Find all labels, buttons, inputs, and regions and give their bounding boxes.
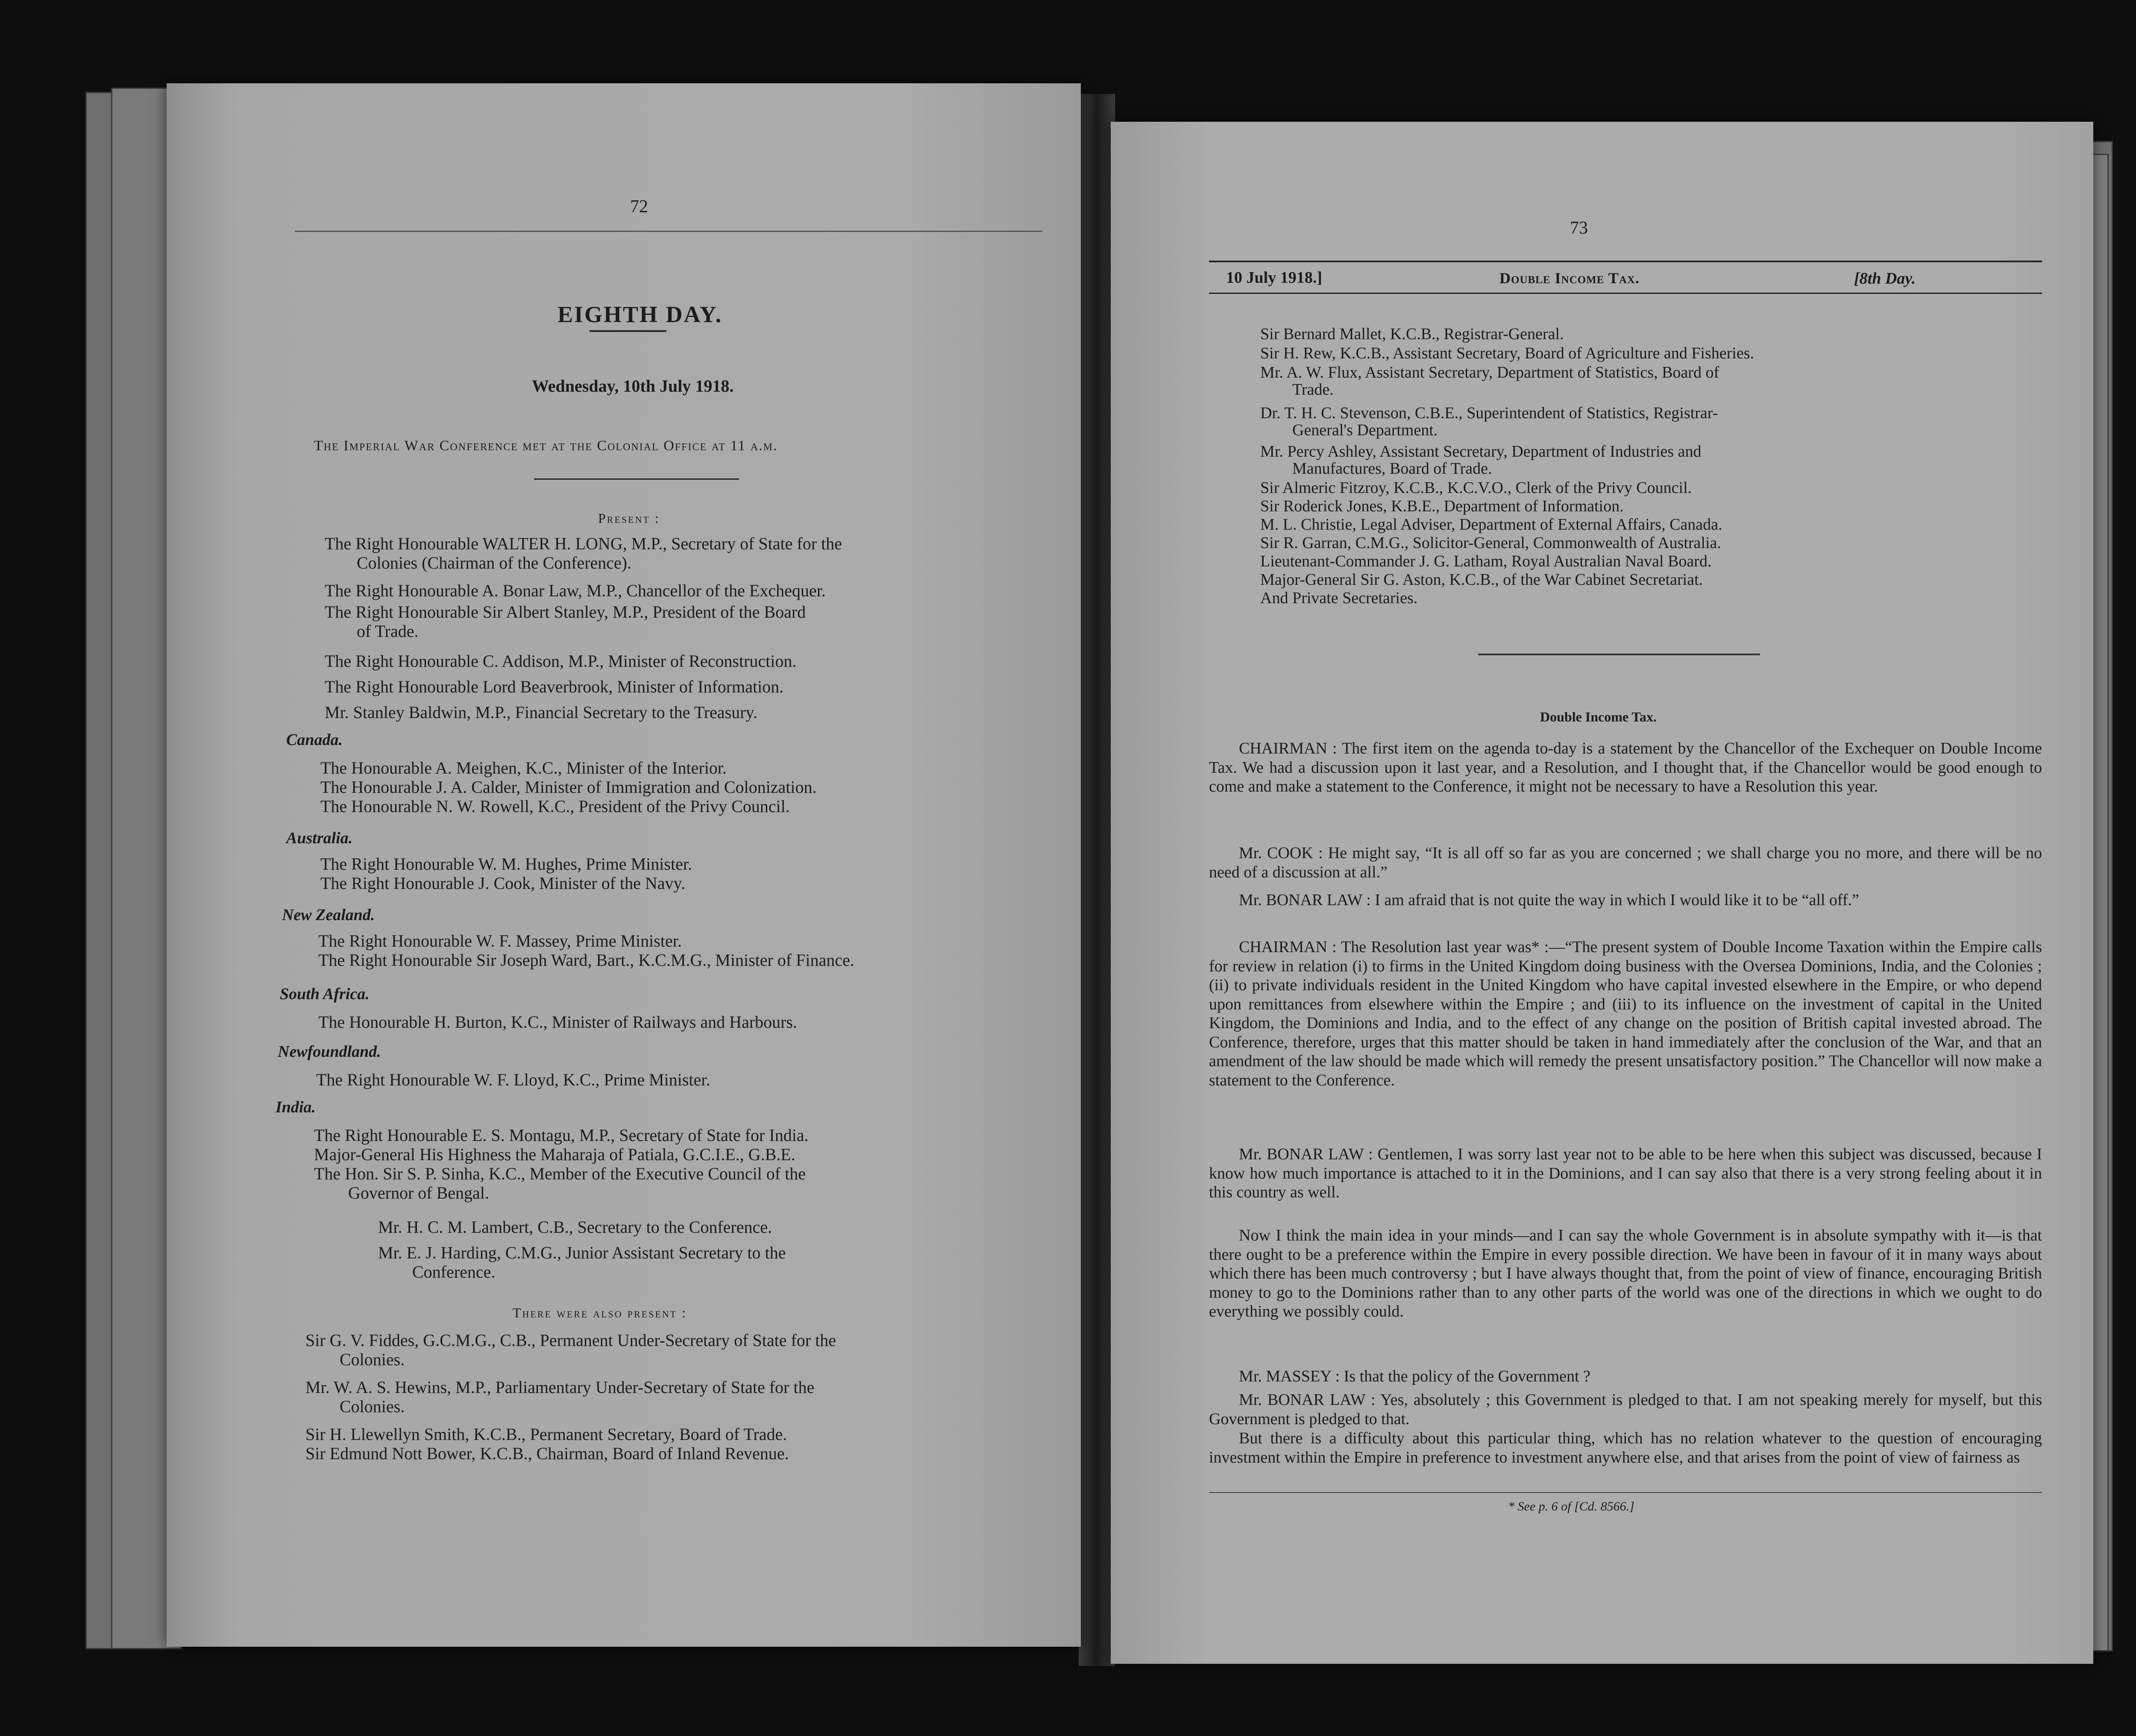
india-entry: The Right Honourable E. S. Montagu, M.P., Secretary of State for India. [314,1126,809,1145]
attendee-entry: Lieutenant-Commander J. G. Latham, Royal Australian Naval Board. [1260,552,1712,570]
also-present-entry: Sir Edmund Nott Bower, K.C.B., Chairman, Board of Inland Revenue. [305,1444,789,1463]
attendee-entry: Mr. Percy Ashley, Assistant Secretary, Department of Industries and [1260,443,1702,460]
also-present-entry: Mr. W. A. S. Hewins, M.P., Parliamentary Under-Secretary of State for the [305,1378,815,1397]
canada-entry: The Honourable N. W. Rowell, K.C., President of the Privy Council. [320,797,790,816]
book-gutter [1079,94,1115,1666]
running-header-center: Double Income Tax. [1499,270,1640,287]
paragraph: Mr. MASSEY : Is that the policy of the Government ? [1239,1367,1590,1385]
paragraph: Mr. BONAR LAW : Yes, absolutely ; this Government is pledged to that. I am not speaking merely for myself, but this Government is pledged to that. [1209,1391,2042,1428]
section-rule [1478,654,1760,655]
title-underline [590,330,666,332]
present-entry: Mr. Stanley Baldwin, M.P., Financial Secretary to the Treasury. [325,703,757,722]
running-header-right: [8th Day. [1854,270,1916,287]
paragraph: Mr. BONAR LAW : Gentlemen, I was sorry last year not to be able to be here when this subject was discussed, because I know how much importance is attached to it in the Dominions, and I can say also that there is a very strong feeling about it in this country as well. [1209,1145,2042,1201]
nf-entry: The Right Honourable W. F. Lloyd, K.C., Prime Minister. [316,1070,710,1089]
country-label-australia: Australia. [286,829,353,847]
paragraph: Now I think the main idea in your minds—and I can say the whole Government is in absolute sympathy with it—is that there ought to be a preference within the Empire in every possible direction. We have been in favour of it in many ways about which there has been much controversy ; but I have always thought that, from the point of view of finance, encouraging British money to go to the Dominions rather than to any other parts of the world was one of the directions in which we ought to do everything we possibly could. [1209,1226,2042,1320]
header-top-rule [1209,261,2042,262]
also-present-entry: Sir H. Llewellyn Smith, K.C.B., Permanent Secretary, Board of Trade. [305,1425,787,1444]
attendee-entry: Sir R. Garran, C.M.G., Solicitor-General, Commonwealth of Australia. [1260,534,1721,552]
page-number: 73 [1570,218,1588,238]
present-entry: The Right Honourable WALTER H. LONG, M.P., Secretary of State for the [325,534,842,553]
present-entry: The Right Honourable Lord Beaverbrook, Minister of Information. [325,677,784,696]
country-label-south-africa: South Africa. [280,985,370,1003]
india-entry: Governor of Bengal. [348,1183,489,1202]
india-entry: The Hon. Sir S. P. Sinha, K.C., Member of the Executive Council of the [314,1164,806,1183]
sa-entry: The Honourable H. Burton, K.C., Minister of Railways and Harbours. [318,1012,797,1032]
paragraph: Mr. BONAR LAW : I am afraid that is not quite the way in which I would like it to be “all off.” [1239,891,1859,909]
attendee-entry: Sir Bernard Mallet, K.C.B., Registrar-General. [1260,325,1564,343]
australia-entry: The Right Honourable J. Cook, Minister of the Navy. [320,874,685,893]
country-label-newfoundland: Newfoundland. [278,1043,381,1061]
running-header-left: 10 July 1918.] [1226,269,1322,287]
attendee-entry: General's Department. [1292,421,1438,439]
secretary-entry: Conference. [412,1262,496,1281]
attendee-entry: Sir Almeric Fitzroy, K.C.B., K.C.V.O., Clerk of the Privy Council. [1260,479,1692,497]
section-heading: Double Income Tax. [1540,709,1657,724]
nz-entry: The Right Honourable W. F. Massey, Prime Minister. [318,931,682,950]
header-rule [295,231,1042,232]
attendee-entry: Dr. T. H. C. Stevenson, C.B.E., Superintendent of Statistics, Registrar- [1260,404,1718,422]
page-number: 72 [630,197,648,217]
attendee-entry: Manufactures, Board of Trade. [1292,460,1492,478]
country-label-india: India. [276,1098,316,1116]
also-present-entry: Sir G. V. Fiddes, G.C.M.G., C.B., Permanent Under-Secretary of State for the [305,1331,836,1350]
present-entry: The Right Honourable A. Bonar Law, M.P., Chancellor of the Exchequer. [325,581,826,600]
attendee-entry: Mr. A. W. Flux, Assistant Secretary, Department of Statistics, Board of [1260,364,1719,381]
canada-entry: The Honourable A. Meighen, K.C., Minister of the Interior. [320,758,727,777]
footnote-rule [1209,1492,2042,1493]
australia-entry: The Right Honourable W. M. Hughes, Prime Minister. [320,854,692,874]
present-heading: Present : [598,510,660,526]
paragraph: CHAIRMAN : The first item on the agenda to-day is a statement by the Chancellor of the Exchequer on Double Income Tax. We had a discussion upon it last year, and a Resolution, and I thought that, if the Chancellor would be good enough to come and make a statement to the Conference, it might not be necessary to have a Resolution this year. [1209,739,2042,795]
conference-line: The Imperial War Conference met at the Colonial Office at 11 a.m. [314,438,778,454]
present-entry: of Trade. [357,622,419,641]
nz-entry: The Right Honourable Sir Joseph Ward, Bart., K.C.M.G., Minister of Finance. [318,950,854,970]
meeting-date: Wednesday, 10th July 1918. [532,376,734,396]
attendee-entry: Trade. [1292,381,1334,399]
attendee-entry: Sir H. Rew, K.C.B., Assistant Secretary, Board of Agriculture and Fisheries. [1260,344,1755,362]
day-title: EIGHTH DAY. [557,302,723,327]
country-label-canada: Canada. [286,731,343,749]
footnote: * See p. 6 of [Cd. 8566.] [1508,1499,1634,1513]
header-bottom-rule [1209,293,2042,294]
paragraph: CHAIRMAN : The Resolution last year was* :—“The present system of Double Income Taxation within the Empire calls for review in relation (i) to firms in the United Kingdom doing business with the Oversea Dominions, India, and the Colonies ; (ii) to private individuals resident in the United Kingdom who have capital invested elsewhere in the Empire, or who depend upon remittances from elsewhere within the Empire ; and (iii) to its influence on the investment of capital in the United Kingdom, the Dominions and India, and to the effect of any change on the position of British capital invested abroad. The Conference, therefore, urges that this matter should be taken in hand immediately after the conclusion of the War, and that an amendment of the law should be made which will remedy the present unsatisfactory position.” The Chancellor will now make a statement to the Conference. [1209,938,2042,1089]
also-present-entry: Colonies. [340,1397,405,1416]
left-page [167,83,1081,1647]
india-entry: Major-General His Highness the Maharaja of Patiala, G.C.I.E., G.B.E. [314,1145,795,1164]
right-page [1111,122,2093,1664]
secretary-entry: Mr. E. J. Harding, C.M.G., Junior Assistant Secretary to the [378,1243,786,1262]
separator-rule [534,478,739,480]
attendee-entry: Sir Roderick Jones, K.B.E., Department of Information. [1260,497,1624,515]
canada-entry: The Honourable J. A. Calder, Minister of Immigration and Colonization. [320,777,817,797]
attendee-entry: M. L. Christie, Legal Adviser, Department of External Affairs, Canada. [1260,516,1722,534]
present-entry: The Right Honourable C. Addison, M.P., Minister of Reconstruction. [325,651,797,671]
paragraph: Mr. COOK : He might say, “It is all off so far as you are concerned ; we shall charge you no more, and there will be no need of a discussion at all.” [1209,844,2042,881]
attendee-entry: Major-General Sir G. Aston, K.C.B., of the War Cabinet Secretariat. [1260,571,1703,589]
present-entry: The Right Honourable Sir Albert Stanley, M.P., President of the Board [325,602,806,622]
paragraph: But there is a difficulty about this particular thing, which has no relation whatever to the question of encouraging investment within the Empire in preference to investment anywhere else, and that arises from the point of view of fairness as [1209,1429,2042,1466]
also-present-entry: Colonies. [340,1350,405,1369]
attendee-entry: And Private Secretaries. [1260,589,1418,607]
present-entry: Colonies (Chairman of the Conference). [357,553,632,572]
country-label-new-zealand: New Zealand. [282,906,375,924]
also-present-heading: There were also present : [513,1305,687,1320]
secretary-entry: Mr. H. C. M. Lambert, C.B., Secretary to the Conference. [378,1217,772,1237]
